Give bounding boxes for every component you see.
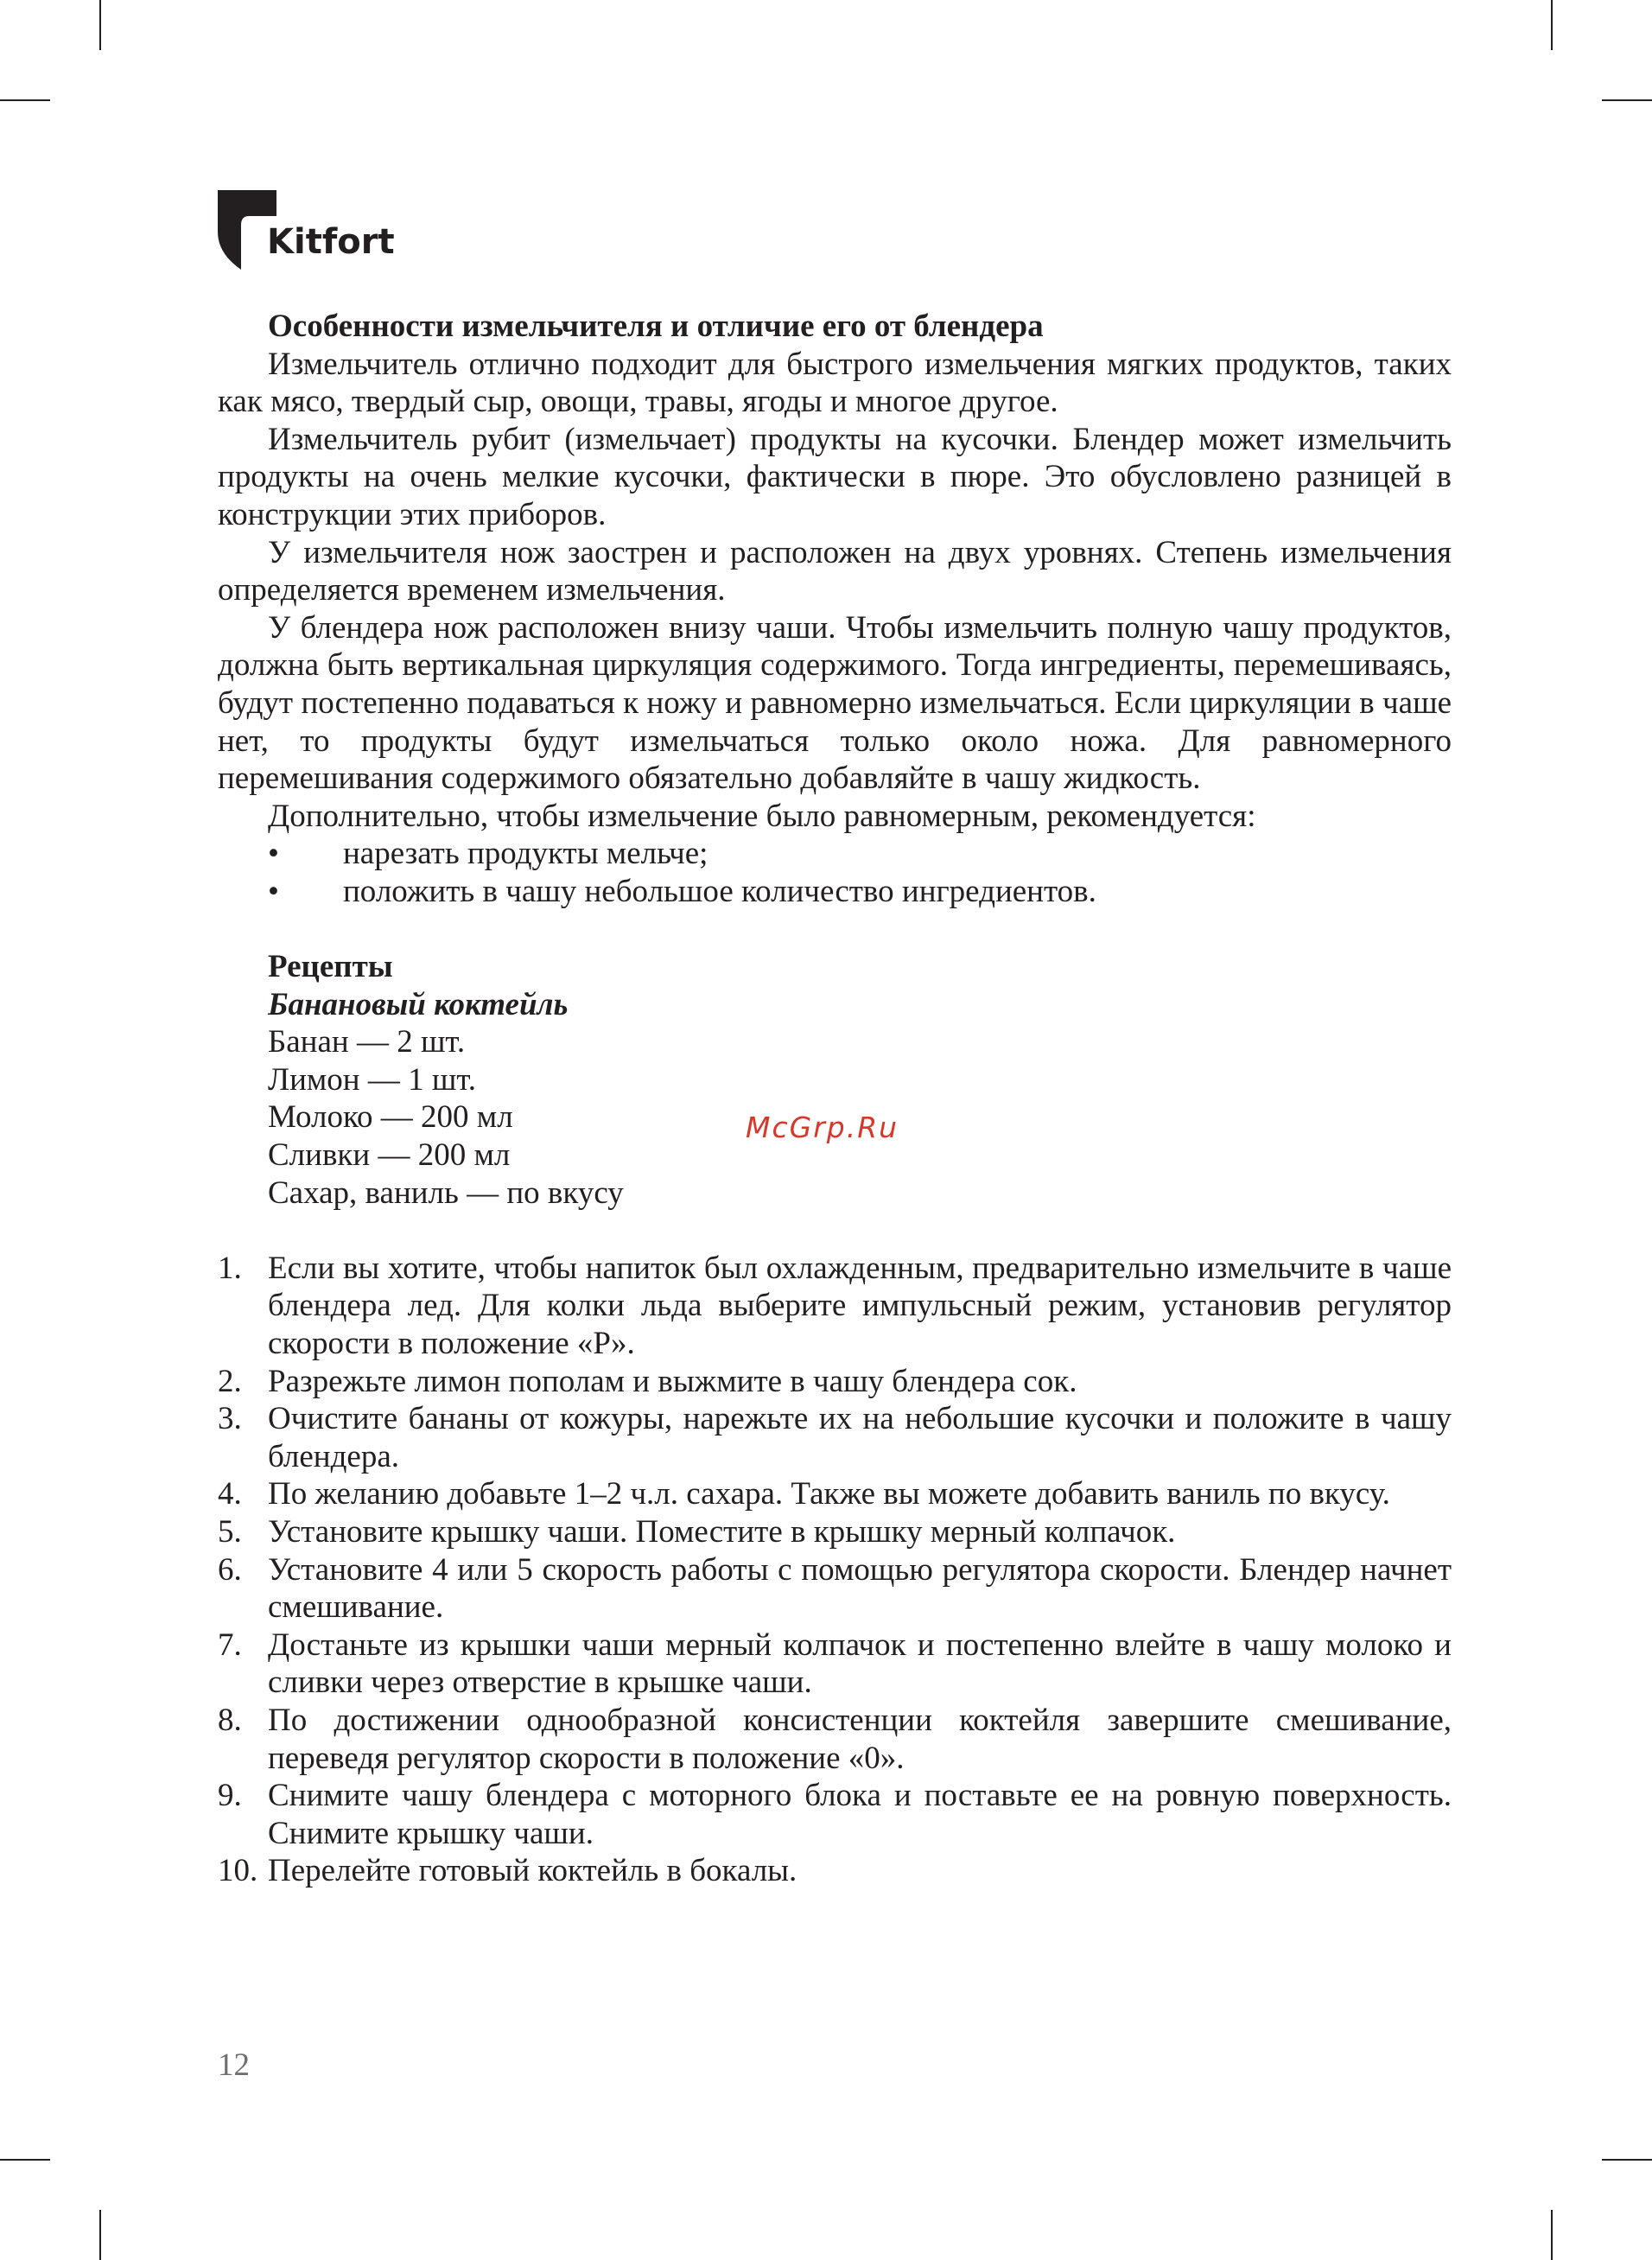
- step-text: Установите 4 или 5 скорость работы с помощью регулятора скорости. Блендер начнет смешивание.: [268, 1551, 1452, 1626]
- crop-mark-top-right: [1551, 0, 1553, 50]
- step-number: 3.: [218, 1401, 242, 1437]
- step-item: [218, 1627, 1452, 1702]
- step-text: Перелейте готовый коктейль в бокалы.: [268, 1853, 797, 1889]
- step-text: По желанию добавьте 1–2 ч.л. сахара. Также вы можете добавить ваниль по вкусу.: [268, 1476, 1390, 1512]
- step-text: По достижении однообразной консистенции коктейля завершите смешивание, переведя регулятор скорости в положение «0».: [268, 1702, 1452, 1776]
- step-text: Достаньте из крышки чаши мерный колпачок и постепенно влейте в чашу молоко и сливки через отверстие в крышке чаши.: [268, 1627, 1452, 1701]
- step-number: 7.: [218, 1627, 242, 1663]
- logo-text: Kitfort: [267, 222, 395, 262]
- crop-mark-bottom-left: [99, 2210, 101, 2260]
- step-text: Снимите чашу блендера с моторного блока и поставьте ее на ровную поверхность. Снимите крышку чаши.: [268, 1778, 1452, 1851]
- step-item: [218, 1363, 1452, 1401]
- paragraph: У измельчителя нож заострен и расположен на двух уровнях. Степень измельчения определяется временем измельчения.: [218, 534, 1452, 608]
- step-number: 8.: [218, 1702, 242, 1738]
- paragraph: У блендера нож расположен внизу чаши. Чтобы измельчить полную чашу продуктов, должна быть вертикальная циркуляция содержимого. Тогда ингредиенты, перемешиваясь, будут постепенно подаваться к ножу и равномерно измельчаться. Если циркуляции в чаше нет, то продукты будут измельчаться только около ножа. Для равномерного перемешивания содержимого обязательно добавляйте в чашу жидкость.: [218, 609, 1452, 797]
- ingredient-item: Лимон — 1 шт.: [268, 1061, 476, 1098]
- section-title: Особенности измельчителя и отличие его от блендера: [268, 309, 1044, 344]
- crop-mark-top-left: [99, 0, 101, 50]
- page-number: 12: [218, 2047, 250, 2083]
- step-text: Установите крышку чаши. Поместите в крышку мерный колпачок.: [268, 1514, 1176, 1550]
- step-number: 2.: [218, 1363, 242, 1399]
- ingredient-item: Банан — 2 шт.: [268, 1024, 466, 1060]
- ingredient-item: Сливки — 200 мл: [268, 1137, 511, 1174]
- step-item: [218, 1475, 1452, 1513]
- spacer: [218, 1212, 1452, 1250]
- step-item: [218, 1400, 1452, 1475]
- spacer: [218, 911, 1452, 949]
- step-item: [218, 1852, 1452, 1890]
- step-number: 10.: [218, 1853, 258, 1889]
- recipe-name: Банановый коктейль: [268, 986, 569, 1022]
- step-text: Очистите бананы от кожуры, нарежьте их на небольшие кусочки и положите в чашу блендера.: [268, 1401, 1452, 1474]
- step-number: 6.: [218, 1551, 242, 1588]
- ingredient-item: Сахар, ваниль — по вкусу: [268, 1175, 624, 1211]
- step-item: [218, 1777, 1452, 1852]
- paragraph: Измельчитель отлично подходит для быстрого измельчения мягких продуктов, таких как мясо, твердый сыр, овощи, травы, ягоды и многое другое.: [218, 346, 1452, 420]
- list-item: [218, 835, 1452, 873]
- step-number: 9.: [218, 1778, 242, 1814]
- list-item-text: положить в чашу небольшое количество ингредиентов.: [343, 873, 1096, 909]
- step-item: [218, 1513, 1452, 1551]
- step-item: [218, 1702, 1452, 1777]
- step-number: 1.: [218, 1250, 242, 1286]
- step-item: [218, 1250, 1452, 1363]
- bullet-icon: •: [268, 873, 279, 909]
- step-number: 5.: [218, 1514, 242, 1550]
- paragraph: Измельчитель рубит (измельчает) продукты на кусочки. Блендер может измельчить продукты на очень мелкие кусочки, фактически в пюре. Это обусловлено разницей в конструкции этих приборов.: [218, 421, 1452, 532]
- crop-mark-bottom-right-h: [1602, 2159, 1652, 2161]
- kitfort-logo: [218, 190, 395, 272]
- crop-mark-bottom-left-h: [0, 2159, 50, 2161]
- steps-list: [218, 1250, 1452, 1890]
- recipes-title: Рецепты: [268, 949, 393, 985]
- list-item-text: нарезать продукты мельче;: [343, 836, 708, 872]
- page-content: [218, 308, 1452, 1890]
- watermark: McGrp.Ru: [746, 1111, 899, 1144]
- crop-mark-top-left-h: [0, 99, 50, 101]
- list-item: [218, 873, 1452, 911]
- step-text: Если вы хотите, чтобы напиток был охлажденным, предварительно измельчите в чаше блендера лед. Для колки льда выберите импульсный режим, установив регулятор скорости в положение «P».: [268, 1250, 1452, 1362]
- crop-mark-bottom-right: [1551, 2210, 1553, 2260]
- bullet-icon: •: [268, 836, 279, 872]
- step-text: Разрежьте лимон пополам и выжмите в чашу блендера сок.: [268, 1363, 1077, 1399]
- ingredient-item: Молоко — 200 мл: [268, 1099, 513, 1136]
- paragraph: Дополнительно, чтобы измельчение было равномерным, рекомендуется:: [268, 798, 1256, 834]
- step-item: [218, 1551, 1452, 1627]
- step-number: 4.: [218, 1476, 242, 1512]
- crop-mark-top-right-h: [1602, 99, 1652, 101]
- bullet-list: [218, 835, 1452, 910]
